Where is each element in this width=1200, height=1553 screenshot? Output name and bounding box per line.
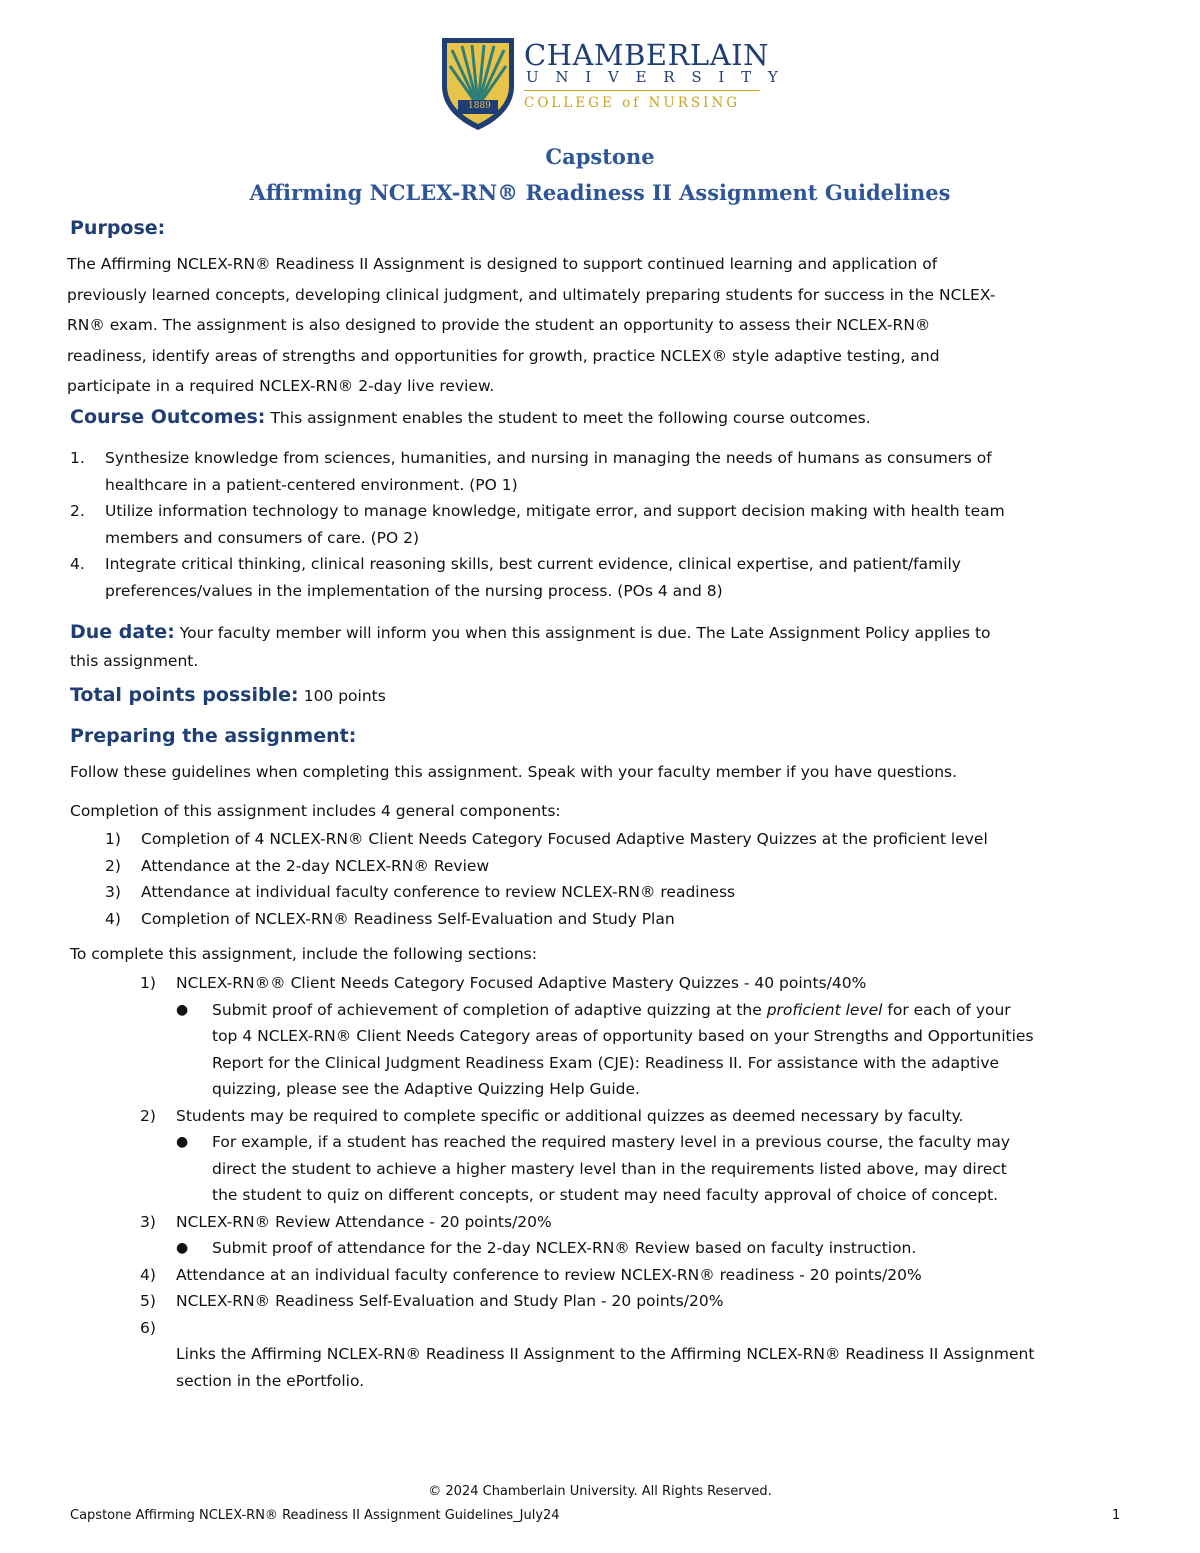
list-item <box>70 498 1140 551</box>
bullet-icon: ● <box>176 1134 189 1150</box>
outcomes-list <box>70 445 1140 604</box>
outcomes-row <box>70 406 871 428</box>
item-text: section in the ePortfolio. <box>176 1371 365 1390</box>
item-text: Utilize information technology to manage knowledge, mitigate error, and support decision making with health team <box>105 502 1005 520</box>
bullet-text: for each of your <box>887 1000 1011 1019</box>
points-heading: Total points possible: <box>70 684 299 706</box>
points-row <box>70 684 386 706</box>
seal-icon <box>438 36 518 132</box>
item-number: 2. <box>70 502 85 520</box>
bullet-text: Submit proof of attendance for the 2-day NCLEX-RN® Review based on faculty instruction. <box>212 1239 917 1257</box>
item-number: 1) <box>105 830 121 848</box>
purpose-line: The Affirming NCLEX-RN® Readiness II Assignment is designed to support continued learning and application of <box>67 255 938 273</box>
purpose-heading: Purpose: <box>70 217 166 239</box>
brand-sub: U N I V E R S I T Y <box>526 68 784 86</box>
bullet-emphasis: proficient level <box>766 1000 883 1019</box>
list-item <box>105 853 490 880</box>
item-text: preferences/values in the implementation of the nursing process. (POs 4 and 8) <box>105 581 723 600</box>
bullet-text: quizzing, please see the Adaptive Quizzing Help Guide. <box>212 1080 640 1098</box>
bullet-text: Submit proof of achievement of completion of adaptive quizzing at the <box>212 1000 762 1019</box>
item-text: NCLEX-RN®® Client Needs Category Focused Adaptive Mastery Quizzes - 40 points/40% <box>176 974 867 992</box>
purpose-line: participate in a required NCLEX-RN® 2-day live review. <box>67 377 495 395</box>
item-text: Students may be required to complete specific or additional quizzes as deemed necessary by faculty. <box>176 1106 964 1125</box>
preparing-heading: Preparing the assignment: <box>70 725 357 747</box>
list-item <box>70 551 1140 604</box>
item-text: healthcare in a patient-centered environment. (PO 1) <box>105 475 518 494</box>
item-number: 2) <box>140 1106 156 1125</box>
follow-text: Follow these guidelines when completing this assignment. Speak with your faculty member if you have questions. <box>70 763 958 781</box>
components-intro: Completion of this assignment includes 4 general components: <box>70 802 561 820</box>
item-text: Attendance at an individual faculty conference to review NCLEX-RN® readiness - 20 points/20% <box>176 1265 922 1284</box>
item-text: members and consumers of care. (PO 2) <box>105 528 420 547</box>
item-number: 1. <box>70 449 85 467</box>
outcomes-intro: This assignment enables the student to meet the following course outcomes. <box>270 409 871 427</box>
brand-rule <box>524 90 760 91</box>
points-value: 100 points <box>303 687 386 705</box>
list-item <box>105 879 736 906</box>
item-text: Completion of NCLEX-RN® Readiness Self-Evaluation and Study Plan <box>141 909 675 928</box>
list-item <box>70 445 1140 498</box>
item-text: Attendance at individual faculty conference to review NCLEX-RN® readiness <box>141 883 736 901</box>
item-text: NCLEX-RN® Readiness Self-Evaluation and Study Plan - 20 points/20% <box>176 1292 724 1310</box>
item-text: Completion of 4 NCLEX-RN® Client Needs Category Focused Adaptive Mastery Quizzes at the proficient level <box>141 830 988 848</box>
item-number: 4) <box>140 1265 156 1284</box>
brand-college: COLLEGE of NURSING <box>524 95 741 111</box>
bullet-text: the student to quiz on different concepts, or student may need faculty approval of choice of concept. <box>212 1186 999 1204</box>
list-item <box>140 1209 1140 1236</box>
item-number: 1) <box>140 974 156 992</box>
brand-main: CHAMBERLAIN <box>524 38 769 72</box>
sections-list <box>140 970 1140 1390</box>
item-text: Links the Affirming NCLEX-RN® Readiness II Assignment to the Affirming NCLEX-RN® Readiness II Assignment <box>176 1345 1035 1363</box>
due-heading: Due date: <box>70 621 175 643</box>
page-number: 1 <box>1112 1508 1121 1523</box>
university-logo <box>438 36 784 132</box>
list-item <box>140 1288 1140 1315</box>
item-number: 4. <box>70 555 85 573</box>
bullet-text: For example, if a student has reached the required mastery level in a previous course, the faculty may <box>212 1133 1011 1151</box>
item-number: 5) <box>140 1292 156 1310</box>
list-item <box>105 826 988 853</box>
due-text-2: this assignment. <box>70 652 199 670</box>
item-text: Synthesize knowledge from sciences, humanities, and nursing in managing the needs of humans as consumers of <box>105 449 992 467</box>
list-item <box>140 970 1140 997</box>
item-number: 3) <box>140 1212 156 1231</box>
purpose-line: readiness, identify areas of strengths and opportunities for growth, practice NCLEX® style adaptive testing, and <box>67 346 940 365</box>
list-item <box>140 1103 1140 1130</box>
bullet-item <box>140 1129 1140 1209</box>
list-item <box>140 1315 1140 1390</box>
item-text: Integrate critical thinking, clinical reasoning skills, best current evidence, clinical expertise, and patient/family <box>105 555 961 573</box>
seal-year: 1889 <box>468 101 491 111</box>
bullet-text: direct the student to achieve a higher mastery level than in the requirements listed above, may direct <box>212 1159 1007 1178</box>
copyright: © 2024 Chamberlain University. All Rights Reserved. <box>428 1484 772 1499</box>
purpose-text <box>67 249 1137 402</box>
bullet-text: top 4 NCLEX-RN® Client Needs Category areas of opportunity based on your Strengths and Opportunities <box>212 1027 1034 1045</box>
item-text: NCLEX-RN® Review Attendance - 20 points/20% <box>176 1212 552 1231</box>
components-list <box>105 826 988 932</box>
due-block <box>70 618 1150 675</box>
bullet-text: Report for the Clinical Judgment Readiness Exam (CJE): Readiness II. For assistance with the adaptive <box>212 1053 1000 1072</box>
item-number: 4) <box>105 909 121 928</box>
list-item <box>105 906 675 933</box>
bullet-icon: ● <box>176 1240 189 1256</box>
footer-doc-name: Capstone Affirming NCLEX-RN® Readiness II Assignment Guidelines_July24 <box>70 1508 560 1523</box>
sections-intro: To complete this assignment, include the following sections: <box>70 945 537 963</box>
item-number: 2) <box>105 856 121 875</box>
title-line1: Capstone <box>545 144 655 169</box>
list-item <box>140 1262 1140 1289</box>
purpose-line: RN® exam. The assignment is also designed to provide the student an opportunity to assess their NCLEX-RN® <box>67 316 931 334</box>
item-number: 3) <box>105 883 121 901</box>
item-number: 6) <box>140 1318 156 1337</box>
item-text: Attendance at the 2-day NCLEX-RN® Review <box>141 856 490 875</box>
outcomes-heading: Course Outcomes: <box>70 406 266 428</box>
due-text: Your faculty member will inform you when this assignment is due. The Late Assignment Policy applies to <box>179 624 991 642</box>
purpose-line: previously learned concepts, developing clinical judgment, and ultimately preparing students for success in the NCLEX- <box>67 285 996 304</box>
bullet-item <box>140 997 1140 1103</box>
bullet-item <box>140 1235 1140 1262</box>
page-title: Affirming NCLEX-RN® Readiness II Assignment Guidelines <box>249 180 951 205</box>
bullet-icon: ● <box>176 1001 189 1018</box>
